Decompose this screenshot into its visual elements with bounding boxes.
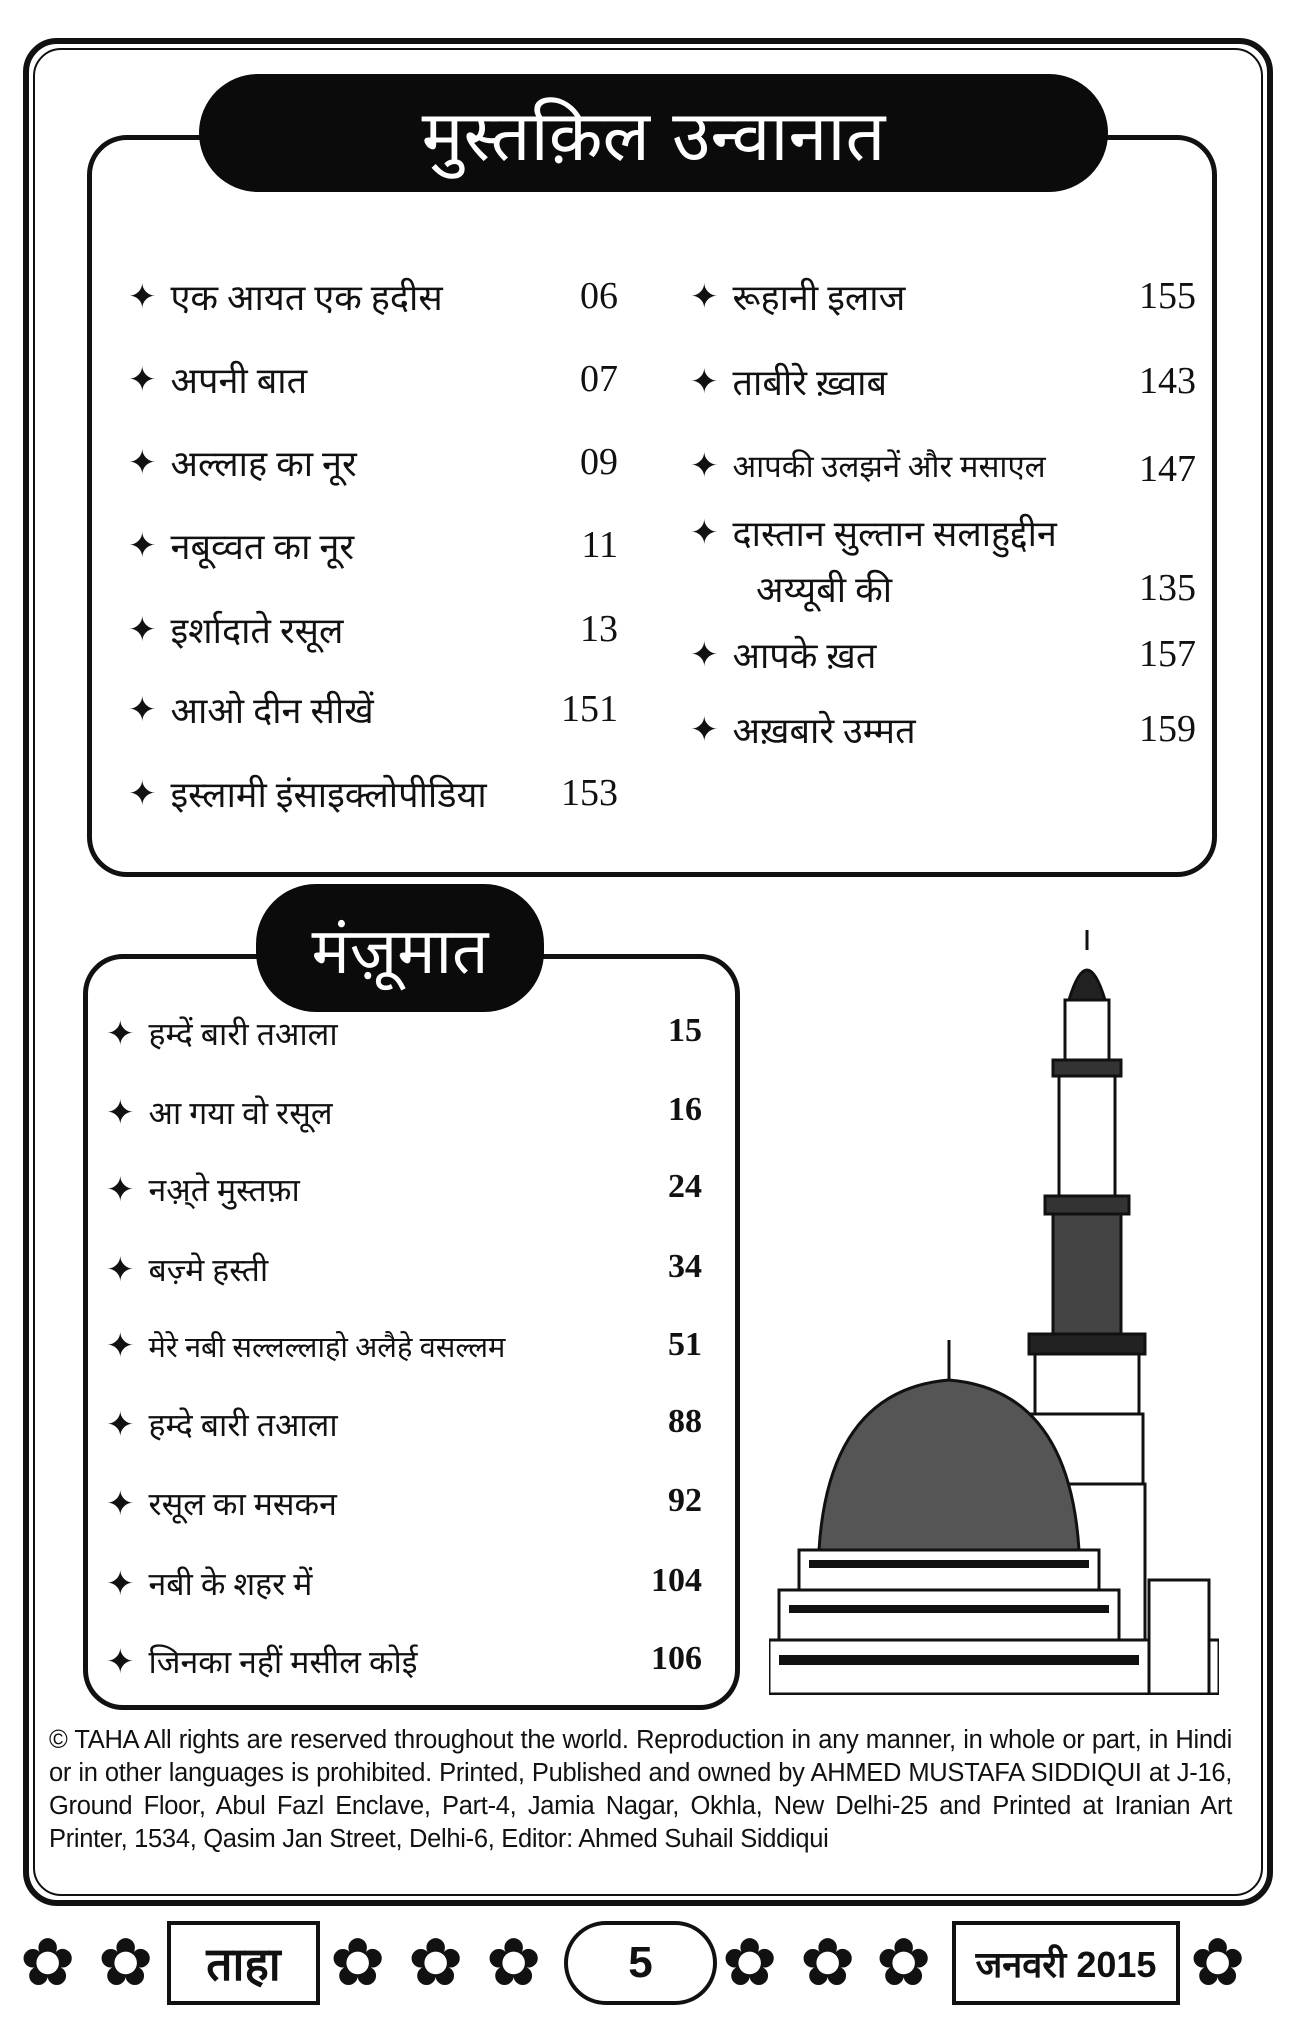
star-bullet-icon: ✦ [128, 444, 157, 482]
item-label: नबी के शहर में [148, 1566, 313, 1602]
flower-icon: ✿ [876, 1924, 932, 2001]
flower-icon: ✿ [800, 1924, 856, 2001]
item-label-continued: अय्यूबी की [756, 570, 893, 610]
star-bullet-icon: ✦ [106, 1015, 135, 1053]
poem-item [106, 1326, 505, 1366]
star-bullet-icon: ✦ [128, 775, 157, 813]
item-label: मेरे नबी सल्लल्लाहो अलैहे वसल्लम [148, 1331, 506, 1364]
item-label: आ गया वो रसूल [148, 1095, 333, 1131]
page-number: 13 [580, 608, 618, 650]
poem-item [106, 1168, 300, 1211]
star-bullet-icon: ✦ [128, 278, 157, 316]
item-label: नबूव्वत का नूर [170, 527, 355, 567]
star-bullet-icon: ✦ [106, 1485, 135, 1523]
page-number: 88 [668, 1403, 702, 1440]
toc-item [128, 521, 354, 570]
toc-item [690, 705, 916, 754]
star-bullet-icon: ✦ [128, 361, 157, 399]
star-bullet-icon: ✦ [690, 278, 719, 316]
page-number: 16 [668, 1091, 702, 1128]
toc-item [128, 355, 307, 404]
toc-item [690, 445, 1046, 487]
item-label: इर्शादाते रसूल [170, 611, 344, 651]
poem-item [106, 1482, 337, 1525]
poem-item [106, 1562, 312, 1605]
page-number: 106 [651, 1640, 702, 1677]
page-number: 151 [561, 688, 618, 730]
item-label: आओ दीन सीखें [170, 691, 374, 731]
page-number: 157 [1139, 633, 1196, 675]
star-bullet-icon: ✦ [106, 1643, 135, 1681]
page-number: 135 [1139, 567, 1196, 609]
toc-item [690, 357, 887, 406]
toc-item [128, 438, 357, 487]
toc-item [690, 630, 876, 679]
page-number: 104 [651, 1562, 702, 1599]
star-bullet-icon: ✦ [690, 636, 719, 674]
item-label: अल्लाह का नूर [170, 444, 357, 484]
item-label: बज़्मे हस्ती [148, 1252, 269, 1288]
star-bullet-icon: ✦ [128, 611, 157, 649]
item-label: दास्तान सुल्तान सलाहुद्दीन [732, 514, 1057, 554]
toc-item [690, 508, 1057, 557]
poem-item [106, 1091, 333, 1134]
page-number: 92 [668, 1482, 702, 1519]
copyright-notice: © TAHA All rights are reserved throughout the world. Reproduction in any manner, in whole or part, in Hindi or in other languages is prohibited. Printed, Published and owned by AHMED MUSTAFA SIDDIQUI at J-16, Ground Floor, Abul Fazl Enclave, Part-4, Jamia Nagar, Okhla, New Delhi-25 and Printed at Iranian Art Printer, 1534, Qasim Jan Street, Delhi-6, Editor: Ahmed Suhail Siddiqui [49, 1726, 1232, 1853]
item-label: अख़बारे उम्मत [732, 711, 916, 751]
page-number: 5 [564, 1921, 717, 2005]
poems-section-title: मंज़ूमात [256, 884, 544, 1012]
page-number: 34 [668, 1248, 702, 1285]
page-number: 09 [580, 441, 618, 483]
flower-icon: ✿ [330, 1924, 386, 2001]
star-bullet-icon: ✦ [106, 1171, 135, 1209]
regular-section-title: मुस्तक़िल उन्वानात [199, 74, 1108, 192]
page-number: 153 [561, 772, 618, 814]
page-number: 11 [581, 524, 618, 566]
flower-icon: ✿ [722, 1924, 778, 2001]
item-label: आपके ख़त [732, 636, 877, 676]
star-bullet-icon: ✦ [106, 1251, 135, 1289]
toc-item [128, 769, 487, 818]
item-label: आपकी उलझनें और मसाएल [732, 449, 1046, 484]
page-number: 159 [1139, 708, 1196, 750]
page-number: 06 [580, 275, 618, 317]
flower-icon: ✿ [1190, 1924, 1246, 2001]
page-number: 51 [668, 1326, 702, 1363]
toc-item [128, 272, 443, 321]
star-bullet-icon: ✦ [106, 1406, 135, 1444]
star-bullet-icon: ✦ [128, 691, 157, 729]
mosque-illustration [769, 930, 1219, 1695]
toc-item [128, 685, 374, 734]
star-bullet-icon: ✦ [106, 1328, 135, 1365]
star-bullet-icon: ✦ [128, 527, 157, 565]
poem-item [106, 1248, 268, 1291]
page-number: 143 [1139, 360, 1196, 402]
page-number: 147 [1139, 448, 1196, 490]
page-number: 07 [580, 358, 618, 400]
toc-item [690, 272, 905, 321]
flower-icon: ✿ [486, 1924, 542, 2001]
flower-icon: ✿ [98, 1924, 154, 2001]
star-bullet-icon: ✦ [690, 363, 719, 401]
issue-date: जनवरी 2015 [952, 1921, 1180, 2005]
toc-item [128, 605, 343, 654]
page-number: 15 [668, 1012, 702, 1049]
poem-item [106, 1012, 338, 1055]
item-label: अपनी बात [170, 361, 308, 401]
item-label: जिनका नहीं मसील कोई [148, 1644, 418, 1680]
item-label: इस्लामी इंसाइक्लोपीडिया [170, 775, 487, 815]
poem-item [106, 1403, 338, 1446]
page-number: 155 [1139, 275, 1196, 317]
star-bullet-icon: ✦ [690, 514, 719, 552]
item-label: नअ़्ते मुस्तफ़ा [148, 1172, 300, 1208]
star-bullet-icon: ✦ [106, 1094, 135, 1132]
item-label: रसूल का मसकन [148, 1486, 337, 1522]
star-bullet-icon: ✦ [690, 448, 719, 485]
page-number: 24 [668, 1168, 702, 1205]
item-label: ताबीरे ख़्वाब [732, 363, 888, 403]
star-bullet-icon: ✦ [106, 1565, 135, 1603]
poem-item [106, 1640, 418, 1683]
item-label: हम्दे बारी तआला [148, 1407, 338, 1443]
regular-section-box [87, 135, 1217, 877]
item-label: हम्दें बारी तआला [148, 1016, 338, 1052]
flower-icon: ✿ [408, 1924, 464, 2001]
star-bullet-icon: ✦ [690, 711, 719, 749]
item-label: रूहानी इलाज [732, 278, 906, 318]
magazine-name: ताहा [167, 1921, 320, 2005]
item-label: एक आयत एक हदीस [170, 278, 443, 318]
flower-icon: ✿ [20, 1924, 76, 2001]
